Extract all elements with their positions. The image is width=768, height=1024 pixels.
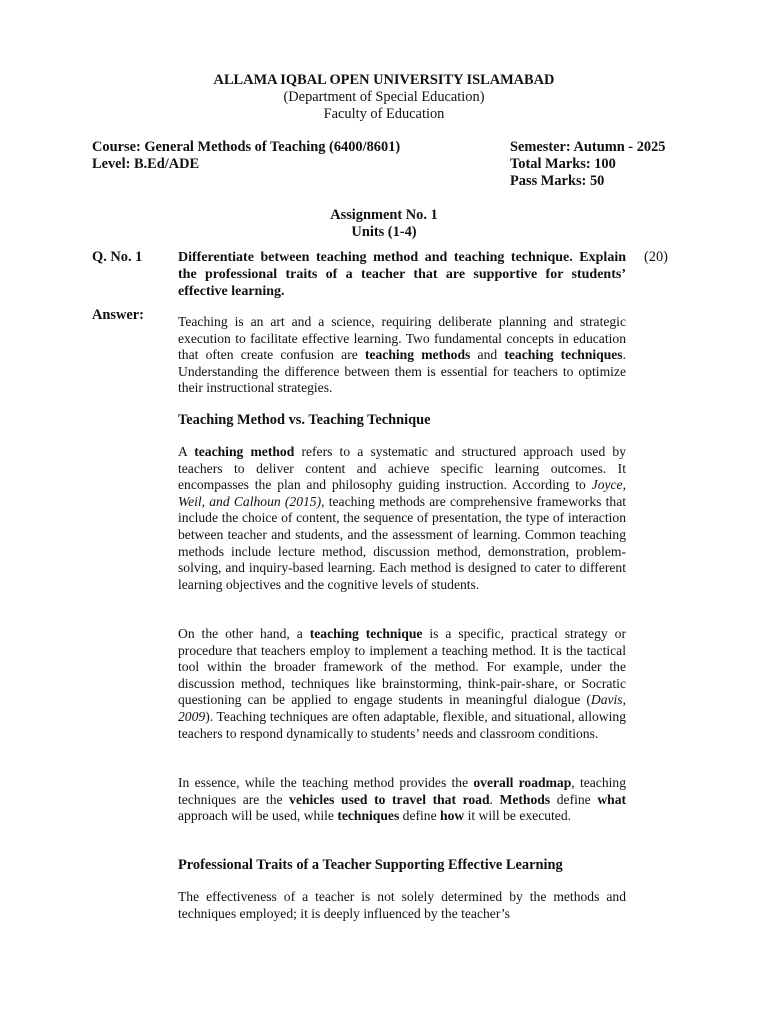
answer-label: Answer: <box>92 307 144 323</box>
intro-paragraph: Teaching is an art and a science, requiring deliberate planning and strategic execution to facilitate effective learning. Two fundamental concepts in education that often create confusion are teaching methods and teaching techniques. Understanding the difference between them is essential for teachers to optimize their instructional strategies. <box>178 314 627 396</box>
semester: Semester: Autumn - 2025 <box>510 139 666 155</box>
question-text: Differentiate between teaching method and teaching technique. Explain the professional traits of a teacher that are supportive for students’ effective learning. <box>178 250 626 299</box>
traits-paragraph: The effectiveness of a teacher is not solely determined by the methods and techniques employed; it is deeply influenced by the teacher’s <box>178 889 626 921</box>
course-title: Course: General Methods of Teaching (6400/8601) <box>92 139 401 155</box>
technique-paragraph: On the other hand, a teaching technique is a specific, practical strategy or procedure that teachers employ to implement a teaching method. It is the tactical tool within the broader framework of the method. For example, under the discussion method, techniques like brainstorming, think-pair-share, or Socratic questioning can be applied to engage students in meaningful dialogue (Davis, 2009). Teaching techniques are often adaptable, flexible, and situational, allowing teachers to respond dynamically to students’ needs and classroom conditions. <box>178 626 626 741</box>
section-heading-method-vs-technique: Teaching Method vs. Teaching Technique <box>178 412 431 428</box>
university-name: ALLAMA IQBAL OPEN UNIVERSITY ISLAMABAD <box>213 72 555 88</box>
assignment-units: Units (1-4) <box>351 224 417 240</box>
pass-marks: Pass Marks: 50 <box>510 173 605 189</box>
method-paragraph: A teaching method refers to a systematic and structured approach used by teachers to deliver content and achieve specific learning outcomes. It encompasses the plan and philosophy guiding instruction. According to Joyce, Weil, and Calhoun (2015), teaching methods are comprehensive frameworks that include the choice of content, the sequence of presentation, the type of interaction between teacher and students, and the assessment of learning. Common teaching methods include lecture method, discussion method, demonstration, problem-solving, and inquiry-based learning. Each method is designed to cater to different learning objectives and the cognitive levels of students. <box>178 444 627 592</box>
department-name: (Department of Special Education) <box>283 89 485 105</box>
faculty-name: Faculty of Education <box>323 106 445 122</box>
essence-paragraph: In essence, while the teaching method provides the overall roadmap, teaching techniques are the vehicles used to travel that road. Methods define what approach will be used, while techniques define how it will be executed. <box>178 775 627 824</box>
question-label: Q. No. 1 <box>92 249 143 265</box>
total-marks: Total Marks: 100 <box>510 156 616 172</box>
course-level: Level: B.Ed/ADE <box>92 156 200 172</box>
section-heading-professional-traits: Professional Traits of a Teacher Supporting Effective Learning <box>178 857 563 873</box>
assignment-title: Assignment No. 1 <box>330 207 438 223</box>
question-marks: (20) <box>644 249 668 265</box>
